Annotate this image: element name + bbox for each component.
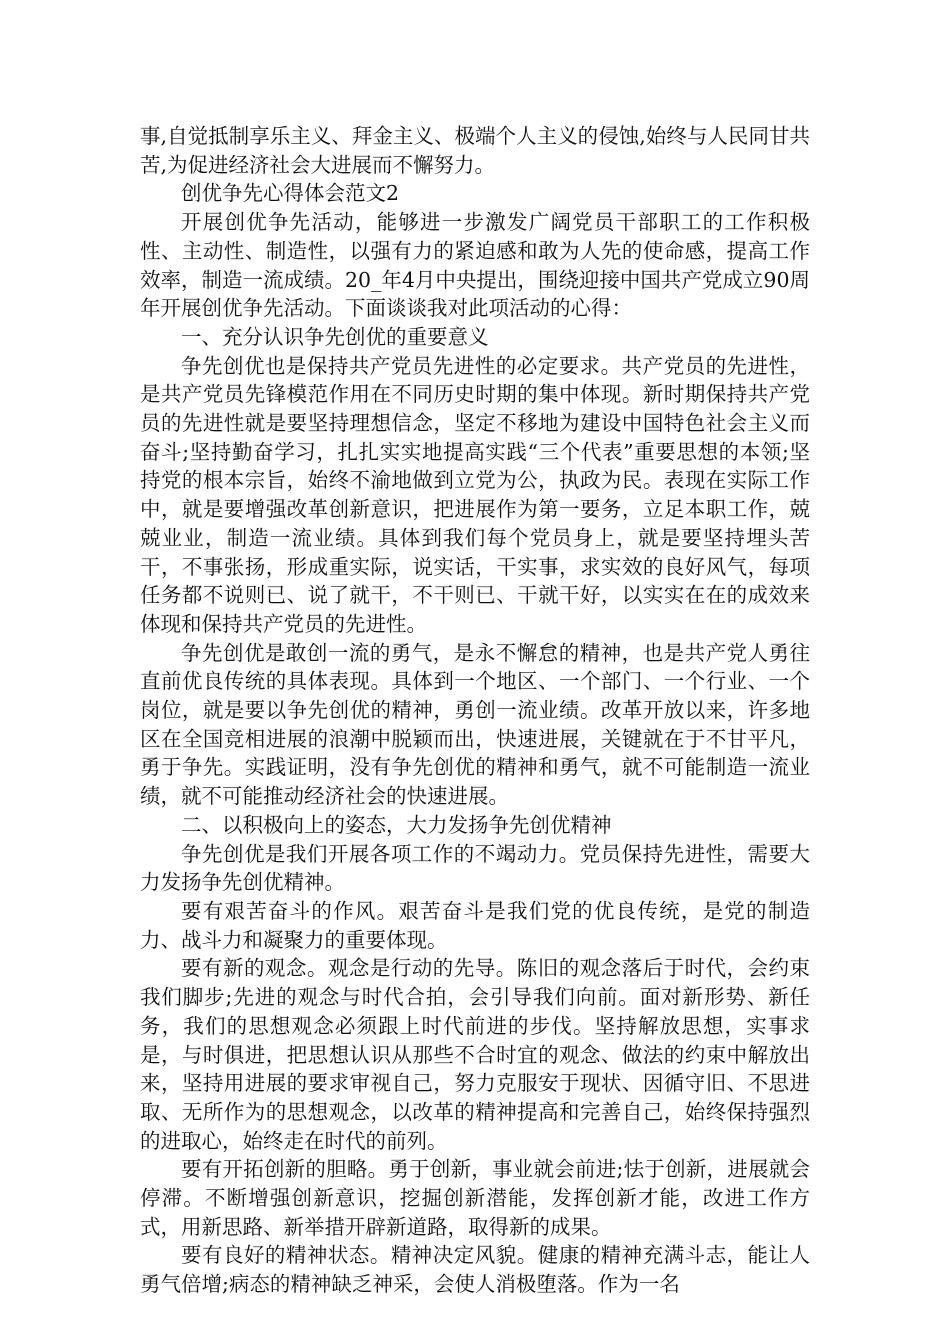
paragraph: 争先创优也是保持共产党员先进性的必定要求。共产党员的先进性，是共产党员先锋模范作用在不同历史时期的集中体现。新时期保持共产党员的先进性就是要坚持理想信念，坚定不移地为建设中国特色社会主义而奋斗;坚持勤奋学习，扎扎实实地提高实践“三个代表”重要思想的本领;坚持党的根本宗旨，始终不渝地做到立党为公，执政为民。表现在实际工作中，就是要增强改革创新意识，把进展作为第一要务，立足本职工作，兢兢业业，制造一流业绩。具体到我们每个党员身上，就是要坚持埋头苦干，不事张扬，形成重实际，说实话，干实事，求实效的良好风气，每项任务都不说则已、说了就干，不干则已、干就干好，以实实在在的成效来体现和保持共产党员的先进性。 bbox=[140, 353, 810, 636]
paragraph: 开展创优争先活动，能够进一步激发广阔党员干部职工的工作积极性、主动性、制造性，以强有力的紧迫感和敢为人先的使命感，提高工作效率，制造一流成绩。20_年4月中央提出，围绕迎接中国共产党成立90周年开展创优争先活动。下面谈谈我对此项活动的心得： bbox=[140, 210, 810, 321]
paragraph: 要有艰苦奋斗的作风。艰苦奋斗是我们党的优良传统，是党的制造力、战斗力和凝聚力的重要体现。 bbox=[140, 898, 810, 952]
paragraph: 争先创优是敢创一流的勇气，是永不懈怠的精神，也是共产党人勇往直前优良传统的具体表现。具体到一个地区、一个部门、一个行业、一个岗位，就是要以争先创优的精神，勇创一流业绩。改革开放以来，许多地区在全国竞相进展的浪潮中脱颖而出，快速进展，关键就在于不甘平凡，勇于争先。实践证明，没有争先创优的精神和勇气，就不可能制造一流业绩，就不可能推动经济社会的快速进展。 bbox=[140, 640, 810, 809]
section-title: 创优争先心得体会范文2 bbox=[181, 181, 400, 206]
paragraph: 要有新的观念。观念是行动的先导。陈旧的观念落后于时代，会约束我们脚步;先进的观念与时代合拍，会引导我们向前。面对新形势、新任务，我们的思想观念必须跟上时代前进的步伐。坚持解放思想，实事求是，与时俱进，把思想认识从那些不合时宜的观念、做法的约束中解放出来，坚持用进展的要求审视自己，努力克服安于现状、因循守旧、不思进取、无所作为的思想观念，以改革的精神提高和完善自己，始终保持强烈的进取心，始终走在时代的前列。 bbox=[140, 956, 810, 1153]
subsection-heading: 一、充分认识争先创优的重要意义 bbox=[181, 324, 489, 349]
document-body bbox=[140, 122, 810, 1299]
paragraph: 争先创优是我们开展各项工作的不竭动力。党员保持先进性，需要大力发扬争先创优精神。 bbox=[140, 841, 810, 895]
subsection-heading: 二、以积极向上的姿态，大力发扬争先创优精神 bbox=[181, 812, 612, 837]
paragraph: 要有开拓创新的胆略。勇于创新，事业就会前进;怯于创新，进展就会停滞。不断增强创新意识，挖掘创新潜能，发挥创新才能，改进工作方式，用新思路、新举措开辟新道路，取得新的成果。 bbox=[140, 1157, 810, 1239]
paragraph: 要有良好的精神状态。精神决定风貌。健康的精神充满斗志，能让人勇气倍增;病态的精神缺乏神采，会使人消极堕落。作为一名 bbox=[140, 1243, 810, 1297]
paragraph-continuation: 事,自觉抵制享乐主义、拜金主义、极端个人主义的侵蚀,始终与人民同甘共苦,为促进经济社会大进展而不懈努力。 bbox=[140, 124, 810, 177]
